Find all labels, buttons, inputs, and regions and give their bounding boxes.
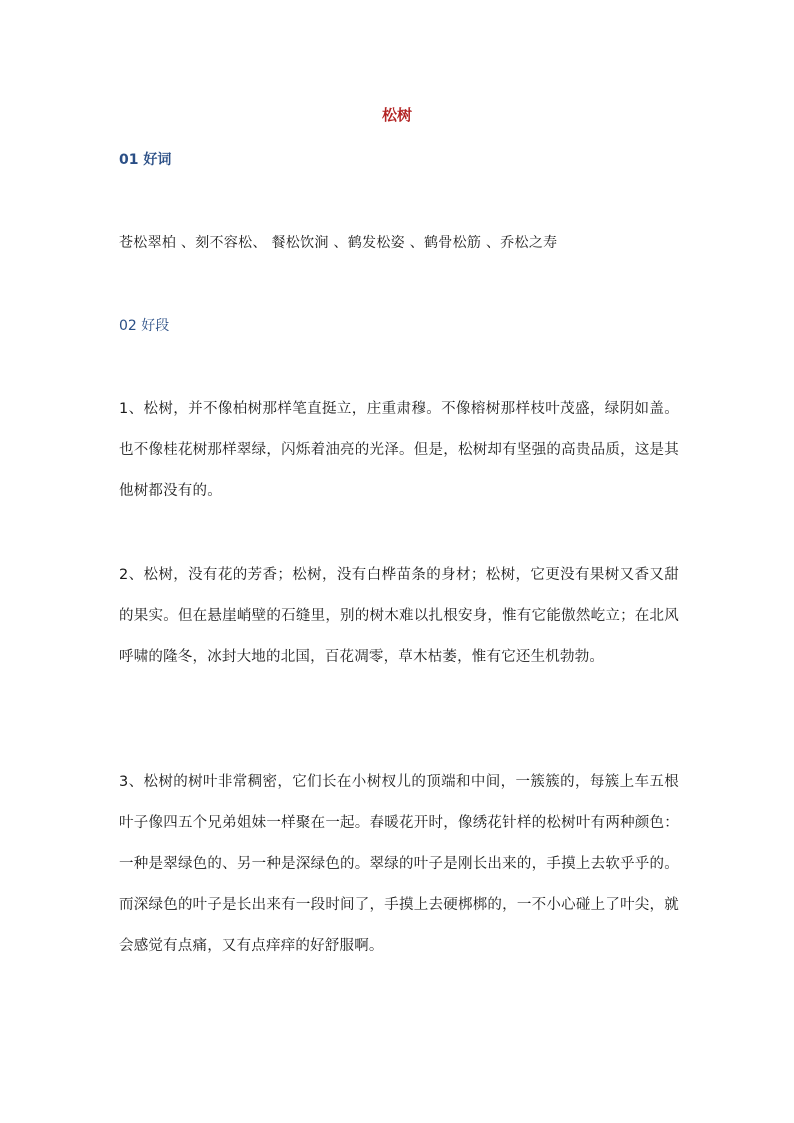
- good-words-list: 苍松翠柏 、刻不容松、 餐松饮涧 、鹤发松姿 、鹤骨松筋 、乔松之寿: [119, 235, 558, 251]
- paragraph-2: 2、松树，没有花的芳香；松树，没有白桦苗条的身材；松树，它更没有果树又香又甜的果实。但在悬崖峭壁的石缝里，别的树木难以扎根安身，惟有它能傲然屹立；在北风呼啸的隆冬，冰封大地的北国，百花凋零，草木枯萎，惟有它还生机勃勃。: [119, 567, 679, 665]
- section-heading-good-paragraphs: 02 好段: [119, 318, 170, 334]
- paragraph-1: 1、松树，并不像柏树那样笔直挺立，庄重肃穆。不像榕树那样枝叶茂盛，绿阴如盖。也不像桂花树那样翠绿，闪烁着油亮的光泽。但是，松树却有坚强的高贵品质，这是其他树都没有的。: [119, 401, 679, 499]
- document-title: 松树: [381, 106, 412, 124]
- paragraph-3: 3、松树的树叶非常稠密，它们长在小树杈儿的顶端和中间，一簇簇的，每簇上车五根叶子像四五个兄弟姐妹一样聚在一起。春暖花开时，像绣花针样的松树叶有两种颜色：一种是翠绿色的、另一种是深绿色的。翠绿的叶子是刚长出来的，手摸上去软乎乎的。而深绿色的叶子是长出来有一段时间了，手摸上去硬梆梆的，一不小心碰上了叶尖，就会感觉有点痛，又有点痒痒的好舒服啊。: [119, 774, 679, 954]
- section-heading-good-words: 01 好词: [119, 152, 172, 168]
